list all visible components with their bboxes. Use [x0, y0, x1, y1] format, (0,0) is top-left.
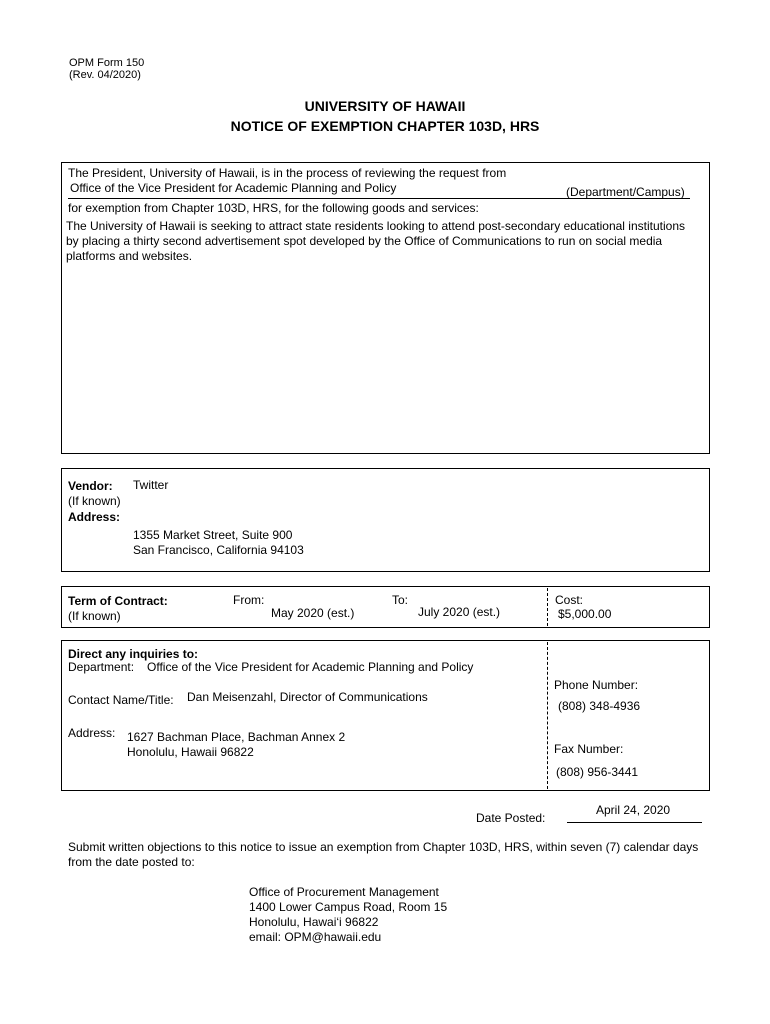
department-label: (Department/Campus) [566, 185, 685, 199]
vendor-if-known: (If known) [68, 494, 121, 508]
procurement-street: 1400 Lower Campus Road, Room 15 [249, 900, 448, 914]
from-label: From: [233, 593, 265, 607]
fax-value: (808) 956-3441 [556, 765, 639, 779]
cost-value: $5,000.00 [558, 607, 612, 621]
procurement-office: Office of Procurement Management [249, 885, 439, 899]
vendor-label: Vendor: [68, 479, 113, 493]
inquiry-address-label: Address: [68, 726, 116, 740]
procurement-email: email: OPM@hawaii.edu [249, 930, 382, 944]
date-posted-label: Date Posted: [476, 811, 546, 825]
page-title: UNIVERSITY OF HAWAII [304, 98, 466, 114]
cost-label: Cost: [555, 593, 584, 607]
phone-label: Phone Number: [554, 678, 639, 692]
vendor-address-label: Address: [68, 510, 121, 524]
to-label: To: [392, 593, 409, 607]
form-revision: (Rev. 04/2020) [69, 69, 141, 81]
cost-divider [547, 588, 548, 626]
request-intro: The President, University of Hawaii, is in the process of reviewing the request from [68, 166, 507, 180]
contact-label: Contact Name/Title: [68, 693, 174, 707]
vendor-name: Twitter [133, 478, 169, 492]
fax-label: Fax Number: [554, 742, 624, 756]
department-value: Office of the Vice President for Academic Planning and Policy [147, 660, 474, 674]
request-office: Office of the Vice President for Academic Planning and Policy [70, 181, 397, 195]
department-label-inquiry: Department: [68, 660, 135, 674]
inquiries-heading: Direct any inquiries to: [68, 647, 199, 661]
date-posted-value: April 24, 2020 [596, 803, 671, 817]
inquiry-address-line1: 1627 Bachman Place, Bachman Annex 2 [127, 730, 346, 744]
vendor-address-line2: San Francisco, California 94103 [133, 543, 304, 557]
term-label: Term of Contract: [68, 594, 168, 608]
page-subtitle: NOTICE OF EXEMPTION CHAPTER 103D, HRS [230, 118, 540, 134]
objections-text: Submit written objections to this notice to issue an exemption from Chapter 103D, HRS, within seven (7) calendar days from the date posted to: [68, 840, 699, 869]
phone-divider [547, 642, 548, 789]
procurement-city: Honolulu, Hawai‘i 96822 [249, 915, 379, 929]
vendor-address-line1: 1355 Market Street, Suite 900 [133, 528, 293, 542]
date-posted-underline [567, 822, 702, 823]
contact-value: Dan Meisenzahl, Director of Communications [187, 690, 428, 704]
goods-services-description: The University of Hawaii is seeking to attract state residents looking to attend post-secondary educational institutions by placing a thirty second advertisement spot developed by the Office of Communications to run on social media platforms and websites. [66, 219, 685, 263]
from-value: May 2020 (est.) [271, 606, 355, 620]
exemption-label: for exemption from Chapter 103D, HRS, for the following goods and services: [68, 201, 479, 215]
phone-value: (808) 348-4936 [558, 699, 641, 713]
term-if-known: (If known) [68, 609, 121, 623]
form-code: OPM Form 150 [69, 57, 145, 69]
to-value: July 2020 (est.) [418, 605, 501, 619]
inquiry-address-line2: Honolulu, Hawaii 96822 [127, 745, 254, 759]
